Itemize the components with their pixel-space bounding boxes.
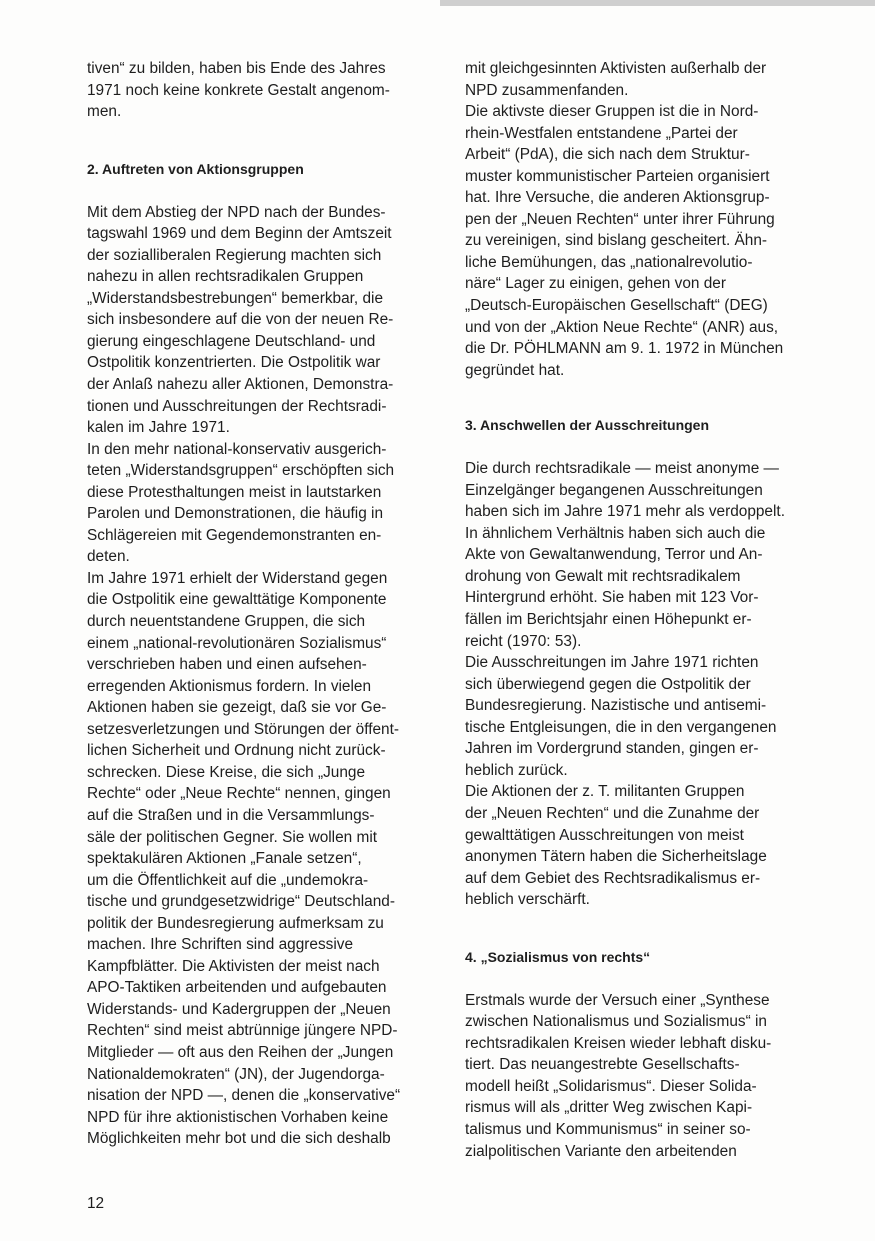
section-2-paragraph-2: In den mehr national-konservativ ausgerich- teten „Widerstandsgruppen“ erschöpften sich diese Protesthaltungen meist in lautstarken Parolen und Demonstrationen, die häufig in Schlägereien mit Gegendemonstranten en- deten. (87, 440, 395, 566)
page-number: 12 (87, 1195, 105, 1212)
section-2-paragraph-1: Mit dem Abstieg der NPD nach der Bundes- tagswahl 1969 und dem Beginn der Amtszeit der sozialliberalen Regierung machten sich nahezu in allen rechtsradikalen Gruppen „Widerstandsbestrebungen“ bemerkbar, die sich insbesondere auf die von der neuen Re- gierung eingeschlagene Deutschland- und Ostpolitik konzentrierten. Die Ostpolitik war der Anlaß nahezu aller Aktionen, Demonstra- tionen und Ausschreitungen der Rechtsradi- kalen im Jahre 1971. (87, 203, 394, 437)
section-3-paragraph-1: Die durch rechtsradikale — meist anonyme — Einzelgänger begangenen Ausschreitungen haben sich im Jahre 1971 mehr als verdoppelt. In ähnlichem Verhältnis haben sich auch die Akte von Gewaltanwendung, Terror und An- drohung von Gewalt mit rechtsradikalem Hintergrund erhöht. Sie haben mit 123 Vor- fällen im Berichtsjahr einen Höhepunkt er- reicht (1970: 53). (465, 460, 785, 650)
scan-edge (440, 0, 875, 6)
section-2-heading: 2. Auftreten von Aktionsgruppen (87, 160, 304, 177)
left-column (87, 58, 449, 1150)
section-4-heading: 4. „Sozialismus von rechts“ (465, 948, 651, 965)
right-intro-paragraph: mit gleichgesinnten Aktivisten außerhalb der NPD zusammenfanden. (465, 60, 767, 99)
section-3-paragraph-2: Die Ausschreitungen im Jahre 1971 richten sich überwiegend gegen die Ostpolitik der Bundesregierung. Nazistische und antisemi- tische Entgleisungen, die in den vergangenen Jahren im Vordergrund standen, gingen er- heblich zurück. (465, 654, 777, 779)
section-4-paragraph-1: Erstmals wurde der Versuch einer „Synthese zwischen Nationalismus und Sozialismus“ in rechtsradikalen Kreisen wieder lebhaft disku- tiert. Das neuangestrebte Gesellschafts- modell heißt „Solidarismus“. Dieser Solida- rismus will als „dritter Weg zwischen Kapi- talismus und Kommunismus“ in seiner so- zialpolitischen Variante den arbeitenden (465, 991, 772, 1160)
section-3-paragraph-3: Die Aktionen der z. T. militanten Gruppen der „Neuen Rechten“ und die Zunahme der gewalttätigen Ausschreitungen von meist anonymen Tätern haben die Sicherheitslage auf dem Gebiet des Rechtsradikalismus er- heblich verschärft. (465, 783, 767, 909)
right-column (465, 58, 827, 1162)
section-3-heading: 3. Anschwellen der Ausschreitungen (465, 417, 710, 434)
right-intro-paragraph-2: Die aktivste dieser Gruppen ist die in Nord- rhein-Westfalen entstandene „Partei der Arbeit“ (PdA), die sich nach dem Struktur- muster kommunistischer Parteien organisiert hat. Ihre Versuche, die anderen Aktionsgrup- pen der „Neuen Rechten“ unter ihrer Führung zu vereinigen, sind bislang gescheitert. Ähn- liche Bemühungen, das „nationalrevolutio- näre“ Lager zu einigen, gehen von der „Deutsch-Europäischen Gesellschaft“ (DEG) und von der „Aktion Neue Rechte“ (ANR) aus, die Dr. PÖHLMANN am 9. 1. 1972 in München gegründet hat. (465, 103, 784, 379)
section-2-paragraph-3: Im Jahre 1971 erhielt der Widerstand gegen die Ostpolitik eine gewalttätige Komponente durch neuentstandene Gruppen, die sich einem „national-revolutionären Sozialismus“ verschrieben haben und einen aufsehen- erregenden Aktionismus fordern. In vielen Aktionen haben sie gezeigt, daß sie vor Ge- setzesverletzungen und Störungen der öffent- lichen Sicherheit und Ordnung nicht zurück- schrecken. Diese Kreise, die sich „Junge Rechte“ oder „Neue Rechte“ nennen, gingen auf die Straßen und in die Versammlungs- säle der politischen Gegner. Sie wollen mit spektakulären Aktionen „Fanale setzen“, um die Öffentlichkeit auf die „undemokra- tische und grundgesetzwidrige“ Deutschland- politik der Bundesregierung aufmerksam zu machen. Ihre Schriften sind aggressive Kampfblätter. Die Aktivisten der meist nach APO-Taktiken arbeitenden und aufgebauten Widerstands- und Kadergruppen der „Neuen Rechten“ sind meist abtrünnige jüngere NPD- Mitglieder — oft aus den Reihen der „Jungen Nationaldemokraten“ (JN), der Jugendorga- nisation der NPD —, denen die „konservative“ NPD für ihre aktionistischen Vorhaben keine Möglichkeiten mehr bot und die sich deshalb (87, 569, 401, 1148)
left-intro-paragraph: tiven“ zu bilden, haben bis Ende des Jahres 1971 noch keine konkrete Gestalt angenom- men. (87, 60, 390, 121)
